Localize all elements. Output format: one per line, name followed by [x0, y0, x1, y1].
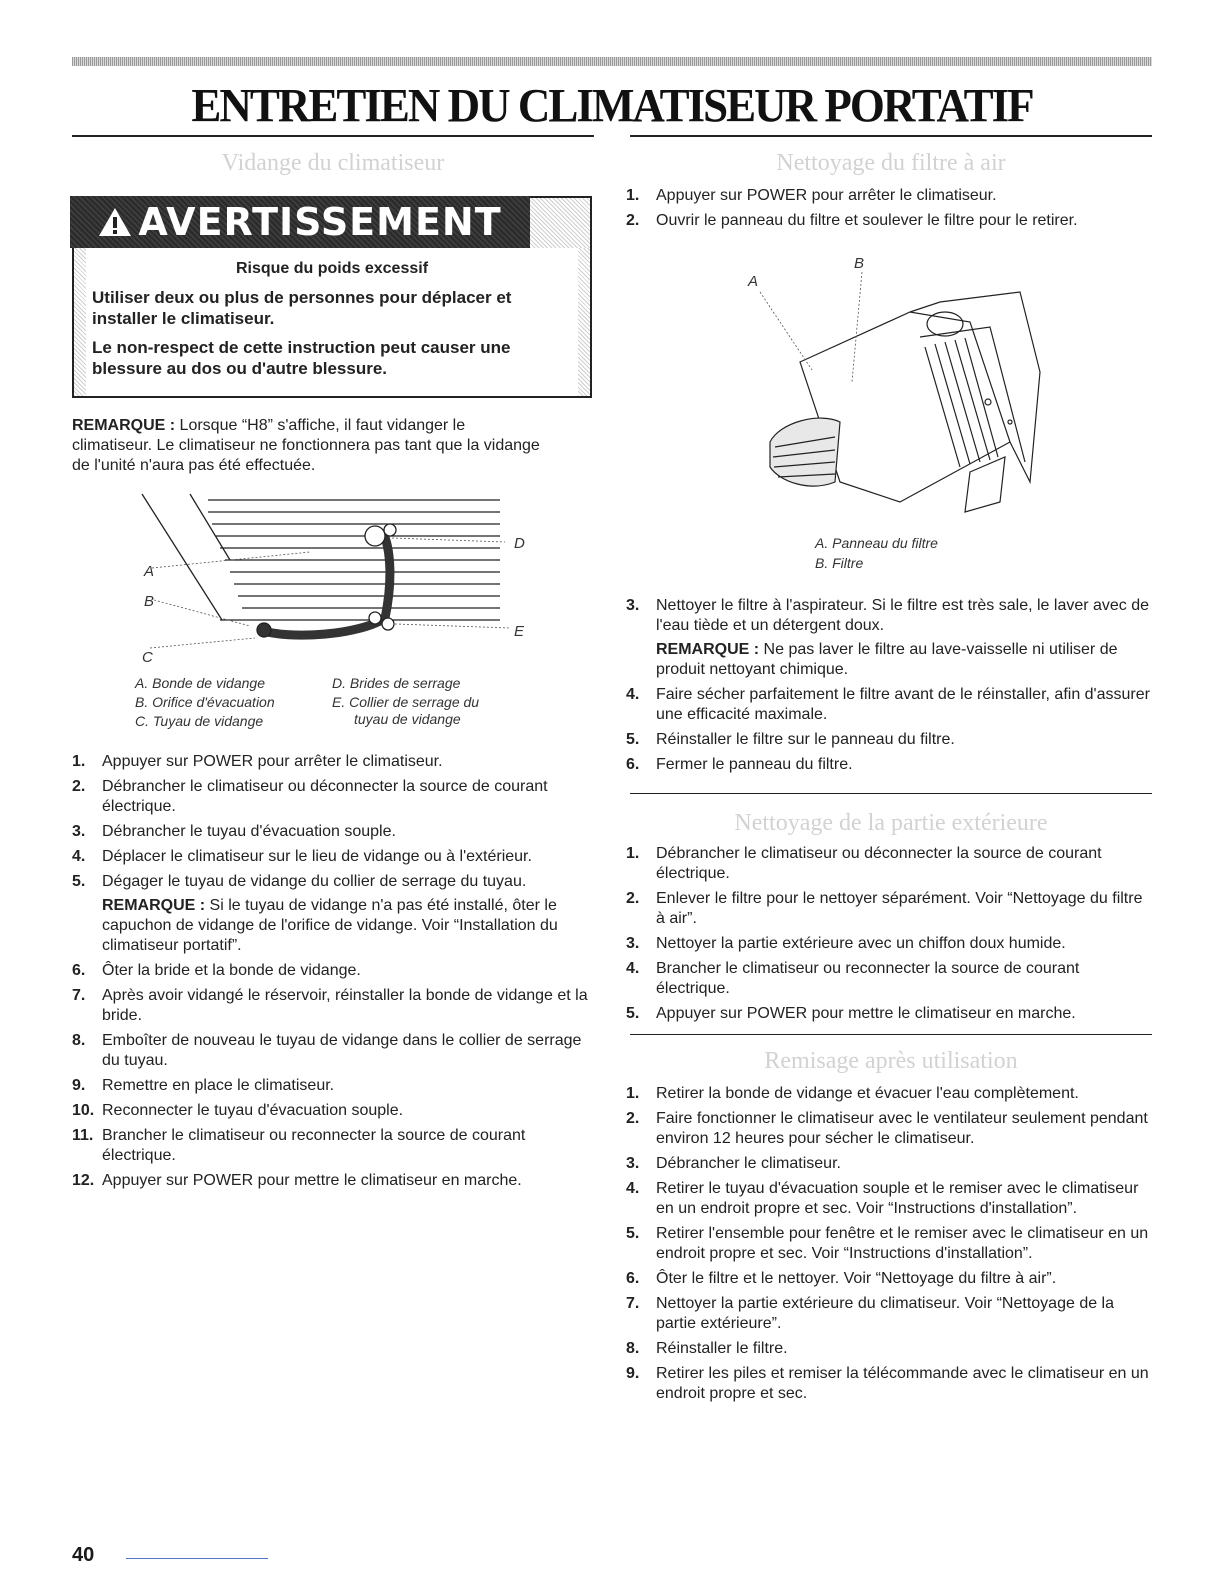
step-note — [102, 896, 592, 956]
step-number: 4. — [626, 686, 640, 703]
warning-triangle-icon — [98, 206, 132, 238]
step-number: 1. — [626, 187, 640, 204]
step-item — [72, 752, 592, 772]
section-title-drain: Vidange du climatiseur — [221, 150, 445, 176]
step-text: Réinstaller le filtre. — [656, 1340, 788, 1357]
step-item — [626, 889, 1150, 929]
filter-letter-b: B — [854, 255, 865, 272]
step-number: 8. — [72, 1032, 86, 1049]
storage-rule — [630, 1034, 1152, 1035]
step-number: 9. — [72, 1077, 86, 1094]
filter-illustration — [740, 252, 1060, 532]
step-item — [626, 755, 1150, 775]
step-item — [72, 847, 592, 867]
exterior-steps-list — [626, 844, 1150, 1029]
step-number: 3. — [626, 1155, 640, 1172]
step-item — [626, 1364, 1150, 1404]
step-item — [626, 730, 1150, 750]
step-text: Réinstaller le filtre sur le panneau du filtre. — [656, 731, 955, 748]
step-text: Retirer l'ensemble pour fenêtre et le remiser avec le climatiseur en un endroit propre et sec. Voir “Instructions d'installation”. — [656, 1225, 1149, 1262]
step-text: Ouvrir le panneau du filtre et soulever le filtre pour le retirer. — [656, 212, 1078, 229]
step-text: Appuyer sur POWER pour mettre le climatiseur en marche. — [656, 1005, 1076, 1022]
filter-steps-list-2 — [626, 596, 1150, 780]
step-number: 10. — [72, 1102, 95, 1119]
step-number: 5. — [72, 873, 86, 890]
drain-steps-list — [72, 752, 592, 1196]
drain-note-text: Lorsque “H8” s'affiche, il faut vidanger le climatiseur. Le climatiseur ne fonctionnera pas tant que la vidange de l'unité n'aura pas été effectuée. — [72, 417, 540, 474]
step-text: Enlever le filtre pour le nettoyer séparément. Voir “Nettoyage du filtre à air”. — [656, 890, 1143, 927]
step-item — [626, 1004, 1150, 1024]
step-note-label: REMARQUE : — [102, 897, 206, 914]
step-item — [626, 844, 1150, 884]
step-item — [626, 186, 1146, 206]
step-item — [72, 872, 592, 956]
warning-line-2: Le non-respect de cette instruction peut causer une blessure au dos ou d'autre blessure. — [92, 338, 511, 378]
step-number: 2. — [626, 212, 640, 229]
step-text: Ôter la bride et la bonde de vidange. — [102, 962, 361, 979]
step-number: 11. — [72, 1127, 94, 1144]
drain-letter-c: C — [142, 649, 153, 666]
drain-letter-b: B — [144, 593, 155, 610]
step-item — [72, 1171, 592, 1191]
filter-caption-a: A. Panneau du filtre — [815, 535, 938, 551]
drain-caption-c: C. Tuyau de vidange — [135, 713, 264, 729]
step-item — [626, 934, 1150, 954]
warning-label: AVERTISSEMENT — [138, 200, 502, 244]
drain-caption-e-cont: tuyau de vidange — [354, 711, 461, 727]
step-number: 4. — [626, 1180, 640, 1197]
step-text: Appuyer sur POWER pour arrêter le climatiseur. — [102, 753, 443, 770]
step-number: 4. — [626, 960, 640, 977]
filter-letter-a: A — [748, 273, 759, 290]
step-text: Débrancher le climatiseur. — [656, 1155, 841, 1172]
step-number: 1. — [626, 1085, 640, 1102]
step-text: Retirer le tuyau d'évacuation souple et le remiser avec le climatiseur en un endroit propre et sec. Voir “Instructions d'installation”. — [656, 1180, 1139, 1217]
step-number: 5. — [626, 1225, 640, 1242]
drain-note-label: REMARQUE : — [72, 417, 176, 434]
step-number: 3. — [626, 597, 640, 614]
page-title: ENTRETIEN DU CLIMATISEUR PORTATIF — [191, 79, 1033, 133]
step-item — [626, 1224, 1150, 1264]
step-text: Remettre en place le climatiseur. — [102, 1077, 335, 1094]
warning-line-1: Utiliser deux ou plus de personnes pour déplacer et installer le climatiseur. — [92, 288, 512, 328]
step-item — [626, 1084, 1150, 1104]
exterior-rule — [630, 793, 1152, 794]
step-item — [72, 986, 592, 1026]
top-decorative-bar — [72, 57, 1152, 66]
step-number: 2. — [626, 1110, 640, 1127]
drain-caption-d: D. Brides de serrage — [332, 675, 461, 691]
step-text: Dégager le tuyau de vidange du collier de serrage du tuyau. — [102, 873, 527, 890]
drain-letter-d: D — [514, 535, 525, 552]
step-item — [72, 777, 592, 817]
step-number: 5. — [626, 1005, 640, 1022]
step-item — [72, 1076, 592, 1096]
warning-content — [92, 258, 572, 387]
drain-caption-b: B. Orifice d'évacuation — [135, 694, 275, 710]
left-title-rule — [72, 135, 594, 137]
section-title-filter: Nettoyage du filtre à air — [776, 150, 1006, 176]
step-item — [626, 959, 1150, 999]
filter-caption-b: B. Filtre — [815, 555, 864, 571]
step-text: Retirer les piles et remiser la télécommande avec le climatiseur en un endroit propre et sec. — [656, 1365, 1149, 1402]
step-number: 7. — [626, 1295, 640, 1312]
step-text: Déplacer le climatiseur sur le lieu de vidange ou à l'extérieur. — [102, 848, 532, 865]
step-item — [626, 685, 1150, 725]
step-text: Brancher le climatiseur ou reconnecter la source de courant électrique. — [656, 960, 1080, 997]
warning-shade-top — [530, 198, 590, 248]
step-number: 2. — [626, 890, 640, 907]
step-item — [72, 1126, 592, 1166]
step-number: 4. — [72, 848, 86, 865]
step-number: 12. — [72, 1172, 95, 1189]
step-text: Débrancher le tuyau d'évacuation souple. — [102, 823, 396, 840]
step-item — [72, 822, 592, 842]
storage-steps-list — [626, 1084, 1150, 1409]
step-item — [626, 1154, 1150, 1174]
step-text: Nettoyer la partie extérieure du climatiseur. Voir “Nettoyage de la partie extérieure”. — [656, 1295, 1115, 1332]
step-text: Appuyer sur POWER pour arrêter le climatiseur. — [656, 187, 997, 204]
section-title-storage: Remisage après utilisation — [764, 1048, 1018, 1074]
drain-letter-a: A — [144, 563, 155, 580]
step-number: 2. — [72, 778, 86, 795]
warning-header — [70, 196, 530, 248]
step-number: 5. — [626, 731, 640, 748]
step-text: Reconnecter le tuyau d'évacuation souple. — [102, 1102, 404, 1119]
footer-line — [126, 1558, 268, 1559]
section-title-exterior: Nettoyage de la partie extérieure — [734, 810, 1048, 836]
step-item — [626, 1179, 1150, 1219]
step-item — [626, 596, 1150, 680]
warning-heading: Risque du poids excessif — [235, 260, 429, 277]
step-text: Fermer le panneau du filtre. — [656, 756, 853, 773]
drain-caption-a: A. Bonde de vidange — [135, 675, 265, 691]
step-text: Faire fonctionner le climatiseur avec le ventilateur seulement pendant environ 12 heures pour sécher le climatiseur. — [656, 1110, 1148, 1147]
drain-note — [72, 416, 542, 476]
step-item — [72, 1031, 592, 1071]
step-number: 8. — [626, 1340, 640, 1357]
drain-caption-e: E. Collier de serrage du — [332, 694, 480, 710]
step-note — [656, 640, 1150, 680]
step-number: 3. — [626, 935, 640, 952]
step-item — [626, 1109, 1150, 1149]
step-item — [626, 1294, 1150, 1334]
step-item — [72, 1101, 592, 1121]
step-item — [626, 211, 1146, 231]
step-text: Emboîter de nouveau le tuyau de vidange dans le collier de serrage du tuyau. — [102, 1032, 582, 1069]
step-number: 7. — [72, 987, 86, 1004]
step-item — [72, 961, 592, 981]
step-number: 1. — [72, 753, 86, 770]
step-number: 9. — [626, 1365, 640, 1382]
step-number: 1. — [626, 845, 640, 862]
step-number: 6. — [72, 962, 86, 979]
right-title-rule — [630, 135, 1152, 137]
step-number: 3. — [72, 823, 86, 840]
step-text: Faire sécher parfaitement le filtre avant de le réinstaller, afin d'assurer une efficacité maximale. — [656, 686, 1150, 723]
drain-letter-e: E — [514, 623, 525, 640]
step-text: Retirer la bonde de vidange et évacuer l'eau complètement. — [656, 1085, 1079, 1102]
step-item — [626, 1339, 1150, 1359]
step-text: Brancher le climatiseur ou reconnecter la source de courant électrique. — [102, 1127, 526, 1164]
step-text: Débrancher le climatiseur ou déconnecter la source de courant électrique. — [656, 845, 1102, 882]
step-text: Débrancher le climatiseur ou déconnecter la source de courant électrique. — [102, 778, 548, 815]
filter-steps-list-1 — [626, 186, 1146, 236]
page-number: 40 — [72, 1544, 95, 1566]
step-note-text: Si le tuyau de vidange n'a pas été installé, ôter le capuchon de vidange de l'orifice de vidange. Voir “Installation du climatiseur portatif”. — [102, 897, 558, 954]
drain-illustration — [130, 490, 540, 670]
step-number: 6. — [626, 756, 640, 773]
step-text: Ôter le filtre et le nettoyer. Voir “Nettoyage du filtre à air”. — [656, 1270, 1057, 1287]
step-item — [626, 1269, 1150, 1289]
step-number: 6. — [626, 1270, 640, 1287]
step-text: Nettoyer la partie extérieure avec un chiffon doux humide. — [656, 935, 1066, 952]
step-note-label: REMARQUE : — [656, 641, 760, 658]
step-note-text: Ne pas laver le filtre au lave-vaisselle ni utiliser de produit nettoyant chimique. — [656, 641, 1118, 678]
step-text: Nettoyer le filtre à l'aspirateur. Si le filtre est très sale, le laver avec de l'eau tiède et un détergent doux. — [656, 597, 1150, 634]
step-text: Après avoir vidangé le réservoir, réinstaller la bonde de vidange et la bride. — [102, 987, 588, 1024]
step-text: Appuyer sur POWER pour mettre le climatiseur en marche. — [102, 1172, 522, 1189]
